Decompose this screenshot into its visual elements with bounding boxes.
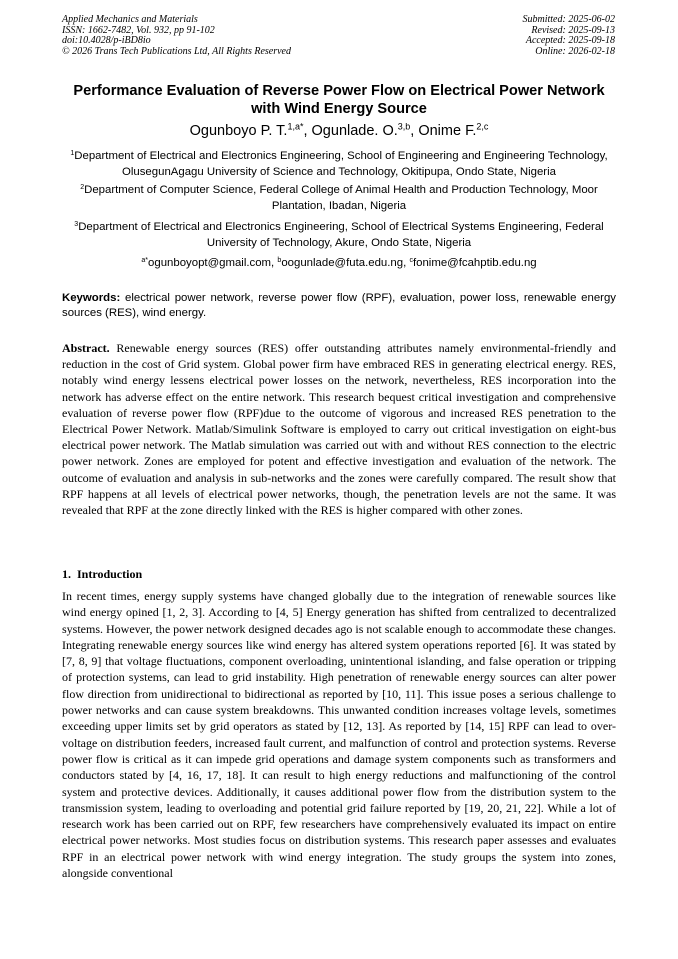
affiliation-1 bbox=[62, 149, 616, 180]
author-name: Ogunlade. O. bbox=[311, 123, 398, 139]
affiliation-text: Department of Electrical and Electronics Engineering, School of Electrical Systems Engineering, Federal University of Technology, Akure, Ondo State, Nigeria bbox=[78, 221, 604, 249]
email-list bbox=[62, 256, 616, 271]
affiliation-sup: 3 bbox=[74, 220, 79, 228]
introduction-paragraph: In recent times, energy supply systems have changed globally due to the integration of renewable sources like wind energy opined [1, 2, 3]. According to [4, 5] Energy generation has shifted from centralized to decentralized systems. However, the power network designed decades ago is not scalable enough to accommodate these changes. Integrating renewable energy sources like wind energy has altered system operations reported [6]. It was stated by [7, 8, 9] that voltage fluctuations, component overloading, unintentional islanding, and false operation or tripping of protection systems, can lead to grid instability. High penetration of renewable energy sources can alter power flow direction from unidirectional to bidirectional as reported by [10, 11]. This issue poses a serious challenge to power networks and can cause system breakdowns. This unwanted condition increases voltage levels, sometimes exceeding upper limits set by grid operators as stated by [12, 13]. As reported by [14, 15] RPF can lead to over-voltage on distribution feeders, increased fault current, and malfunction of control and protection systems. Reverse power flow is critical as it can impede grid operations and damage system components such as transformers and conductors stated by [4, 16, 17, 18]. It can result to high energy reductions and malfunctioning of the control system and protective devices. Additionally, it causes additional power flow from the distribution system to the transmission system, leading to overloading and potential grid failure reported by [19, 20, 21, 22]. While a lot of research work has been carried out on RPF, few researchers have comprehensively evaluated its impact on entire electrical power networks. Most studies focus on distribution systems. This research paper assesses and evaluates RPF in an electrical power network with wind energy integration. The study groups the system into zones, alongside conventional bbox=[62, 589, 617, 881]
section-number: 1. bbox=[62, 567, 71, 581]
affiliation-2 bbox=[62, 183, 616, 214]
author-sep: , bbox=[410, 123, 419, 139]
accepted-date: Accepted: 2025-09-18 bbox=[525, 35, 615, 47]
affiliation-3 bbox=[62, 220, 616, 251]
email-address[interactable]: fonime@fcahptib.edu.ng bbox=[412, 257, 537, 269]
journal-header bbox=[62, 15, 291, 57]
email-sup: c bbox=[409, 256, 413, 264]
copyright-line: © 2026 Trans Tech Publications Ltd, All Rights Reserved bbox=[62, 45, 291, 57]
email-sep: , bbox=[403, 257, 410, 269]
paper-title: Performance Evaluation of Reverse Power Flow on Electrical Power Network with Wind Energy Source bbox=[73, 83, 605, 117]
issn-line: ISSN: 1662-7482, Vol. 932, pp 91-102 bbox=[62, 24, 215, 36]
submitted-date: Submitted: 2025-06-02 bbox=[522, 14, 615, 25]
email-sep: , bbox=[271, 257, 278, 269]
author-sep: , bbox=[303, 123, 312, 139]
author-name: Onime F. bbox=[418, 123, 477, 139]
dates-header bbox=[523, 15, 616, 57]
abstract-paragraph bbox=[62, 340, 616, 518]
abstract-text: Renewable energy sources (RES) offer outstanding attributes namely environmental-friendly and reduction in the cost of Grid system. Global power firm have embraced RES in generating electrical energy. RES, notably wind energy lessens electrical power losses on the network, nevertheless, RES incorporation into the network has adverse effect on the entire network. This research bequest critical investigation and comprehensive evaluation of reverse power flow (RPF)due to the outcome of vigorous and increased RES penetration to the Electrical Power Network. Matlab/Simulink Software is employed to carry out critical investigation on eight-bus electrical power network. The Matlab simulation was carried out with and without RES connection to the electric power network. Zones are employed for potent and effective investigation and evaluation of the network. The outcome of evaluation and analysis in sub-networks and the zones were carefully compared. The result show that RPF happens at all levels of electrical power networks, though, the penetration levels are not the same. It was revealed that RPF at the zone directly linked with the RES is higher compared with other zones. bbox=[62, 341, 617, 518]
online-date: Online: 2026-02-18 bbox=[535, 45, 615, 57]
affiliation-text: Department of Electrical and Electronics Engineering, School of Engineering and Engineering Technology, OlusegunAgagu University of Science and Technology, Okitipupa, Ondo State, Nigeria bbox=[74, 150, 608, 178]
keywords-paragraph bbox=[62, 291, 616, 320]
section-title: Introduction bbox=[77, 567, 143, 581]
doi-line: doi:10.4028/p-iBD8io bbox=[62, 35, 151, 47]
journal-name: Applied Mechanics and Materials bbox=[62, 14, 198, 25]
author-sup: 1,a* bbox=[287, 121, 304, 132]
affiliation-text: Department of Computer Science, Federal College of Animal Health and Production Technology, Moor Plantation, Ibadan, Nigeria bbox=[84, 184, 598, 212]
email-sup: b bbox=[277, 256, 282, 264]
email-address[interactable]: oogunlade@futa.edu.ng bbox=[281, 257, 404, 269]
email-sup: a* bbox=[141, 256, 149, 264]
abstract-label: Abstract. bbox=[62, 341, 110, 355]
author-sup: 3,b bbox=[397, 121, 411, 132]
email-address[interactable]: ogunboyopt@gmail.com bbox=[148, 257, 272, 269]
author-name: Ogunboyo P. T. bbox=[189, 123, 288, 139]
author-sup: 2,c bbox=[476, 121, 489, 132]
affiliation-sup: 1 bbox=[70, 149, 75, 157]
author-list bbox=[62, 122, 616, 140]
revised-date: Revised: 2025-09-13 bbox=[531, 24, 615, 36]
section-heading-introduction bbox=[62, 566, 142, 582]
keywords-label: Keywords: bbox=[62, 292, 121, 304]
affiliation-sup: 2 bbox=[80, 183, 85, 191]
keywords-text: electrical power network, reverse power flow (RPF), evaluation, power loss, renewable energy sources (RES), wind energy. bbox=[62, 292, 616, 319]
